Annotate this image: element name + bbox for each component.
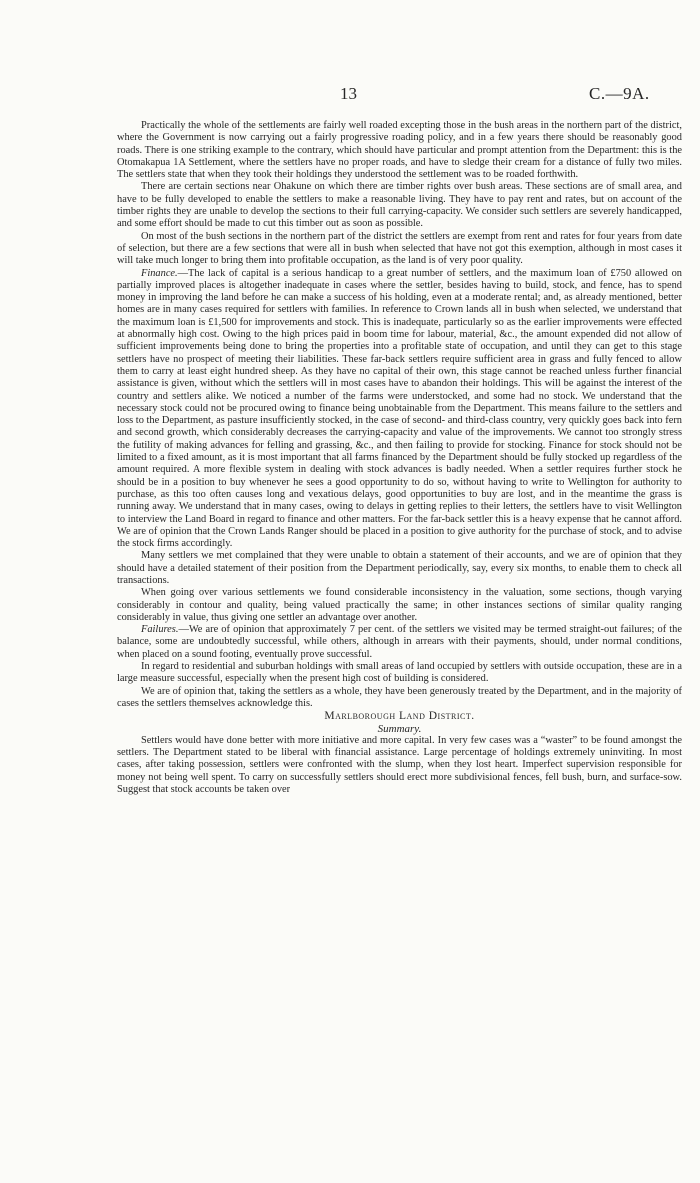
paragraph-residential: In regard to residential and suburban holdings with small areas of land occupied by settlers with outside occupation, these are in a large measure successful, especially when the present high cost of building is considered. <box>117 661 682 685</box>
paragraph-valuation: When going over various settlements we found considerable inconsistency in the valuation, some sections, though varying considerably in contour and quality, being valued practically the same; in other instances sections of similar quality ranging considerably in value, thus giving one settler an advantage over another. <box>117 587 682 623</box>
paragraph-failures: Failures.—We are of opinion that approximately 7 per cent. of the settlers we visited may be termed straight-out failures; of the balance, some are undoubtedly successful, while others, although in arrears with their payments, should, under normal conditions, when placed on a sound footing, eventually prove successful. <box>117 624 682 660</box>
document-reference: C.—9A. <box>589 84 650 103</box>
paragraph-accounts: Many settlers we met complained that they were unable to obtain a statement of their accounts, and we are of opinion that they should have a detailed statement of their position from the Department periodically, say, every six months, to enable them to check all transactions. <box>117 550 682 586</box>
finance-lead: Finance. <box>141 267 178 279</box>
paragraph-conclusion: We are of opinion that, taking the settlers as a whole, they have been generously treated by the Department, and in the majority of cases the settlers themselves acknowledge this. <box>117 685 682 709</box>
section-subheading: Summary. <box>377 722 422 735</box>
paragraph-timber-rights: There are certain sections near Ohakune on which there are timber rights over bush areas. These sections are of small area, and have to be fully developed to enable the settlers to make a reasonable living. They have to pay rent and rates, but on account of the timber rights they are unable to develop the sections to their full carrying-capacity. We consider such settlers are severely handicapped, and some effort should be made to cut this timber out as soon as possible. <box>117 181 682 230</box>
page-number: 13 <box>340 84 357 103</box>
body-text <box>117 120 682 796</box>
paragraph-marlborough-summary: Settlers would have done better with more initiative and more capital. In very few cases was a “waster” to be found amongst the settlers. The Department stated to be liberal with financial assistance. Large percentage of holdings extremely uninviting. In most cases, after taking possession, settlers were confronted with the slump, when they lost heart. Imperfect supervision responsible for money not being well spent. To carry on successfully settlers should erect more subdivisional fences, fell bush, burn, and surface-sow. Suggest that stock accounts be taken over <box>117 734 682 796</box>
paragraph-finance: Finance.—The lack of capital is a serious handicap to a great number of settlers, and the maximum loan of £750 allowed on partially improved places is altogether inadequate in cases where the settler, besides having to build, stock, and fence, has to spend money in improving the land before he can make a success of his holding, even at a moderate rental; and, as already mentioned, better homes are in many cases required for settlers with families. In reference to Crown lands all in bush when selected, we understand that the maximum loan is £1,500 for improvements and stock. This is inadequate, particularly so as the earlier improvements were effected at abnormally high cost. Owing to the high prices paid in boom time for labour, material, &c., the amount expended did not allow of sufficient improvements being done to bring the properties into a profitable state of occupation, and until they can get to this stage settlers have no prospect of meeting their liabilities. These far-back settlers require sufficient area in grass and fully fenced to allow them to carry at least eight hundred sheep. As they have no capital of their own, this stage cannot be reached unless further financial assistance is given, without which the settlers will in most cases have to abandon their holdings. This will be against the interest of the country and settlers alike. We noticed a number of the farms were understocked, and some had no stock. We understand that the necessary stock could not be procured owing to finance being unobtainable from the Department. This means failure to the settlers and loss to the Department, as pasture insufficiently stocked, in the case of second- and third-class country, very quickly goes back into fern and second growth, which considerably decreases the carrying-capacity and value of the improvements. We cannot too strongly stress the futility of making advances for felling and grassing, &c., and then failing to provide for stocking. Finance for stock should not be limited to a fixed amount, as it is most important that all farms financed by the Department should be fully stocked up regardless of the amount required. A more flexible system in dealing with stock advances is badly needed. When a settler requires further stock he should be in a position to buy whenever he sees a good opportunity to do so, without having to write to Wellington for authority to purchase, as this too often causes long and vexatious delays, good opportunities to buy are lost, and in the meantime the grass is running away. We understand that in many cases, owing to delays in getting replies to their letters, the settlers have to visit Wellington to interview the Land Board in regard to finance and other matters. For the far-back settler this is a heavy expense that he cannot afford. We are of opinion that the Crown Lands Ranger should be placed in a position to give authority for the purchase of stock, and to advise the stock firms accordingly. <box>117 267 682 550</box>
page-header <box>0 84 700 106</box>
paragraph-roading: Practically the whole of the settlements are fairly well roaded excepting those in the bush areas in the northern part of the district, where the Government is now carrying out a fairly progressive roading policy, and in a few years there should be reasonably good roads. There is one striking example to the contrary, which should have particular and prompt attention from the Department: this is the Otomakapua 1A Settlement, where the settlers have no proper roads, and have to sledge their cream for a distance of fully two miles. The settlers state that when they took their holdings they understood the settlement was to be roaded forthwith. <box>117 120 682 181</box>
failures-lead: Failures. <box>141 624 179 636</box>
paragraph-rent-exemption: On most of the bush sections in the northern part of the district the settlers are exempt from rent and rates for four years from date of selection, but there are a few sections that were all in bush when selected that have not got this exemption, although in most cases it will take much longer to bring them into profitable occupation, as the land is of very poor quality. <box>117 230 682 267</box>
section-heading: Marlborough Land District. <box>324 710 475 723</box>
